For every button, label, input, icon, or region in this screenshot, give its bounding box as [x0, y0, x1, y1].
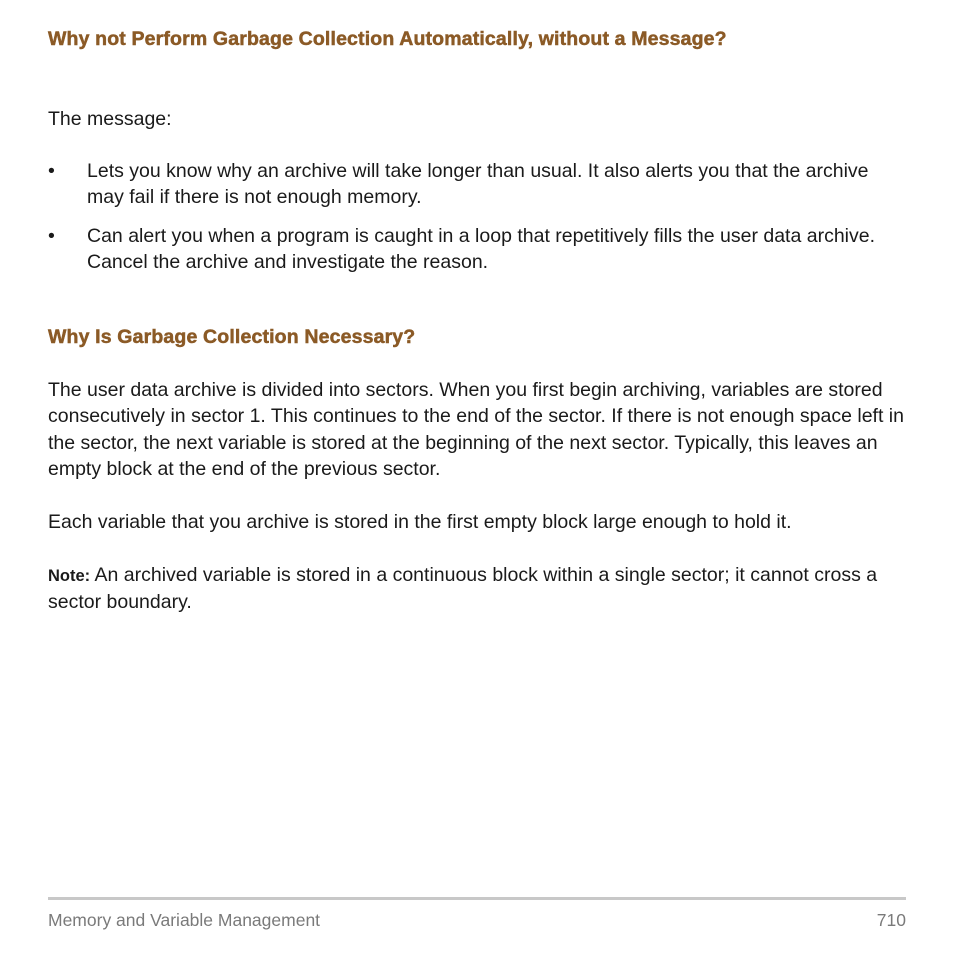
footer-chapter-title: Memory and Variable Management: [48, 910, 321, 930]
page-number: 710: [876, 910, 906, 930]
paragraph-sectors: The user data archive is divided into sectors. When you first begin archiving, variables are stored consecutively in sector 1. This continues to the end of the sector. If there is not enough space left in the sector, the next variable is stored at the beginning of the next sector. Typically, this leaves an empty block at the end of the previous sector.: [48, 379, 904, 480]
footer-divider: [48, 897, 906, 900]
list-item: [48, 158, 906, 211]
paragraph-empty-block: Each variable that you archive is stored in the first empty block large enough to hold it.: [48, 511, 792, 533]
bullet-icon: •: [48, 160, 55, 182]
section-heading-auto-garbage-collection: Why not Perform Garbage Collection Automatically, without a Message?: [48, 28, 727, 50]
list-item: [48, 223, 906, 276]
bullet-icon: •: [48, 224, 55, 247]
note-label: Note:: [48, 567, 91, 585]
section-heading-why-necessary: Why Is Garbage Collection Necessary?: [48, 326, 416, 348]
list-item-text: Lets you know why an archive will take longer than usual. It also alerts you that the archive may fail if there is not enough memory.: [87, 160, 869, 209]
note-text: An archived variable is stored in a continuous block within a single sector; it cannot cross a sector boundary.: [48, 564, 878, 614]
bullet-list: [48, 158, 906, 287]
list-item-text: Can alert you when a program is caught in a loop that repetitively fills the user data archive. Cancel the archive and investigate the reason.: [87, 224, 876, 273]
document-page: [48, 0, 906, 954]
intro-text: The message:: [48, 108, 172, 130]
note-paragraph: [48, 562, 906, 616]
